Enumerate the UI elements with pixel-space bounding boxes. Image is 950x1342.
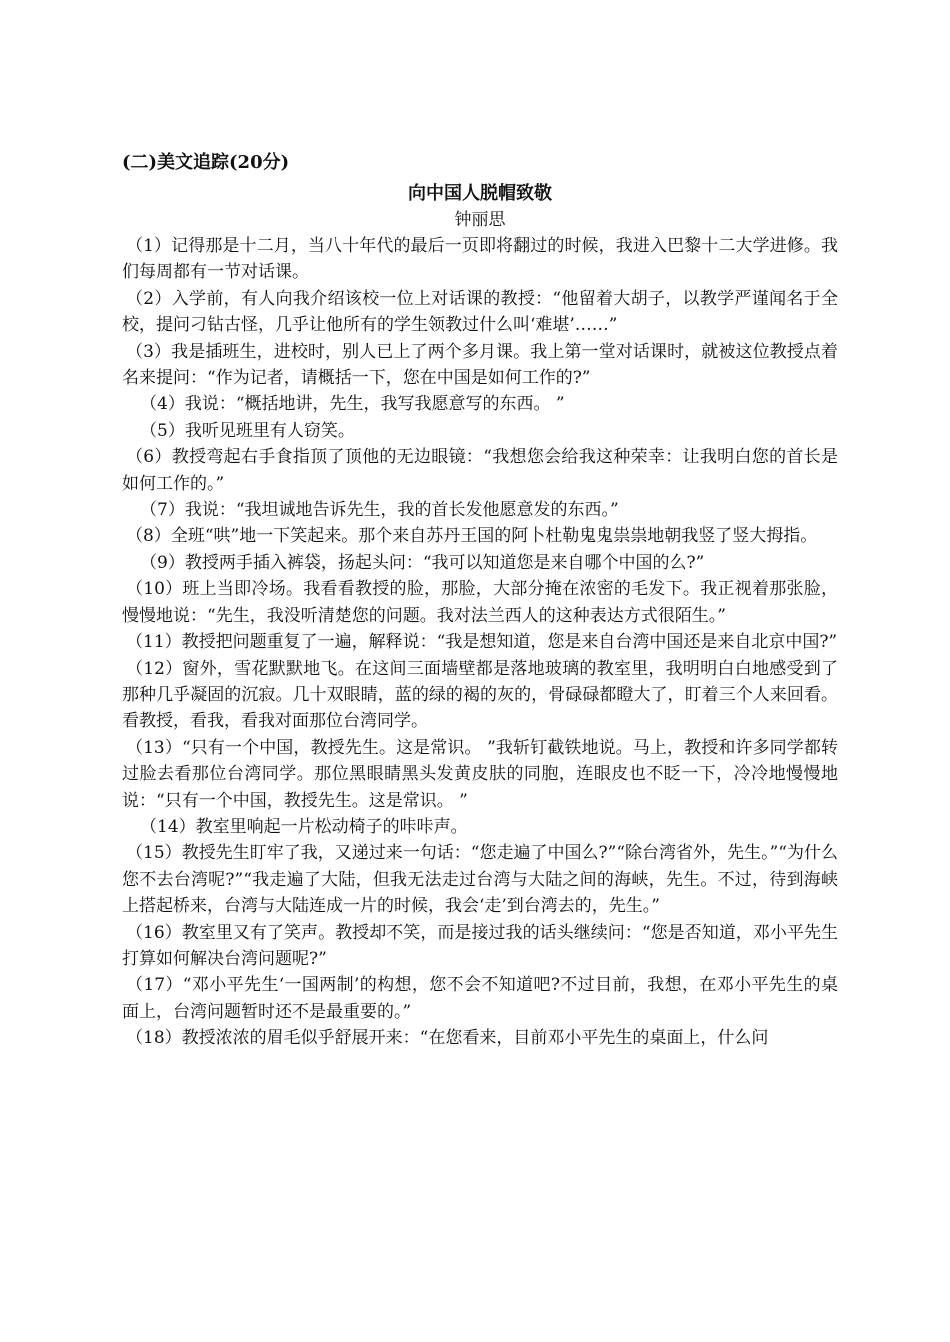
paragraph-18: （18）教授浓浓的眉毛似乎舒展开来：“在您看来，目前邓小平先生的桌面上，什么问	[126, 1028, 769, 1049]
article-author: 钟丽思	[454, 210, 506, 230]
article-title: 向中国人脱帽致敬	[408, 183, 552, 204]
article-body	[122, 233, 838, 1052]
paragraph-8: （8）全班“哄”地一下笑起来。那个来自苏丹王国的阿卜杜勒鬼鬼祟祟地朝我竖了竖大拇指。	[126, 526, 818, 547]
paragraph-2: （2）入学前，有人向我介绍该校一位上对话课的教授：“他留着大胡子，以教学严谨闻名于全校，提问刁钻古怪，几乎让他所有的学生领教过什么叫‘难堪’……”	[122, 288, 838, 336]
paragraph-9: （9）教授两手插入裤袋，扬起头问：“我可以知道您是来自哪个中国的么?”	[140, 552, 705, 573]
paragraph-15: （15）教授先生盯牢了我，又递过来一句话：“您走遍了中国么?”“除台湾省外，先生。”“为什么您不去台湾呢?”“我走遍了大陆，但我无法走过台湾与大陆之间的海峡，先生。不过，待到海峡上搭起桥来，台湾与大陆连成一片的时候，我会‘走’到台湾去的，先生。”	[122, 843, 838, 917]
paragraph-6: （6）教授弯起右手食指顶了顶他的无边眼镜：“我想您会给我这种荣幸：让我明白您的首长是如何工作的。”	[122, 447, 838, 494]
section-heading: (二)美文追踪(20分)	[122, 152, 290, 173]
paragraph-16: （16）教室里又有了笑声。教授却不笑，而是接过我的话头继续问：“您是否知道，邓小平先生打算如何解决台湾问题呢?”	[122, 922, 838, 969]
paragraph-17: （17）“邓小平先生‘一国两制’的构想，您不会不知道吧?不过目前，我想，在邓小平先生的桌面上，台湾问题暂时还不是最重要的。”	[122, 975, 838, 1022]
paragraph-10: （10）班上当即冷场。我看看教授的脸，那脸，大部分掩在浓密的毛发下。我正视着那张脸，慢慢地说：“先生，我没听清楚您的问题。我对法兰西人的这种表达方式很陌生。”	[122, 579, 838, 626]
paragraph-11: （11）教授把问题重复了一遍，解释说：“我是想知道，您是来自台湾中国还是来自北京中国?”	[126, 632, 838, 653]
paragraph-14: （14）教室里响起一片松动椅子的咔咔声。	[140, 816, 468, 837]
paragraph-13: （13）“只有一个中国，教授先生。这是常识。 ”我斩钉截铁地说。马上，教授和许多同学都转过脸去看那位台湾同学。那位黑眼睛黑头发黄皮肤的同胞，连眼皮也不眨一下，冷冷地慢慢地说：“只有一个中国，教授先生。这是常识。 ”	[122, 737, 838, 811]
paragraph-1: （1）记得那是十二月，当八十年代的最后一页即将翻过的时候，我进入巴黎十二大学进修。我们每周都有一节对话课。	[122, 236, 838, 283]
paragraph-12: （12）窗外，雪花默默地飞。在这间三面墙壁都是落地玻璃的教室里，我明明白白地感受到了那种几乎凝固的沉寂。几十双眼睛，蓝的绿的褐的灰的，骨碌碌都瞪大了，盯着三个人来回看。看教授，看我，看我对面那位台湾同学。	[122, 658, 838, 732]
paragraph-3: （3）我是插班生，进校时，别人已上了两个多月课。我上第一堂对话课时，就被这位教授点着名来提问：“作为记者，请概括一下，您在中国是如何工作的?”	[122, 341, 838, 389]
paragraph-7: （7）我说：“我坦诚地告诉先生，我的首长发他愿意发的东西。”	[140, 500, 619, 521]
paragraph-4: （4）我说：“概括地讲，先生，我写我愿意写的东西。 ”	[140, 394, 565, 415]
paragraph-5: （5）我听见班里有人窃笑。	[140, 420, 355, 441]
